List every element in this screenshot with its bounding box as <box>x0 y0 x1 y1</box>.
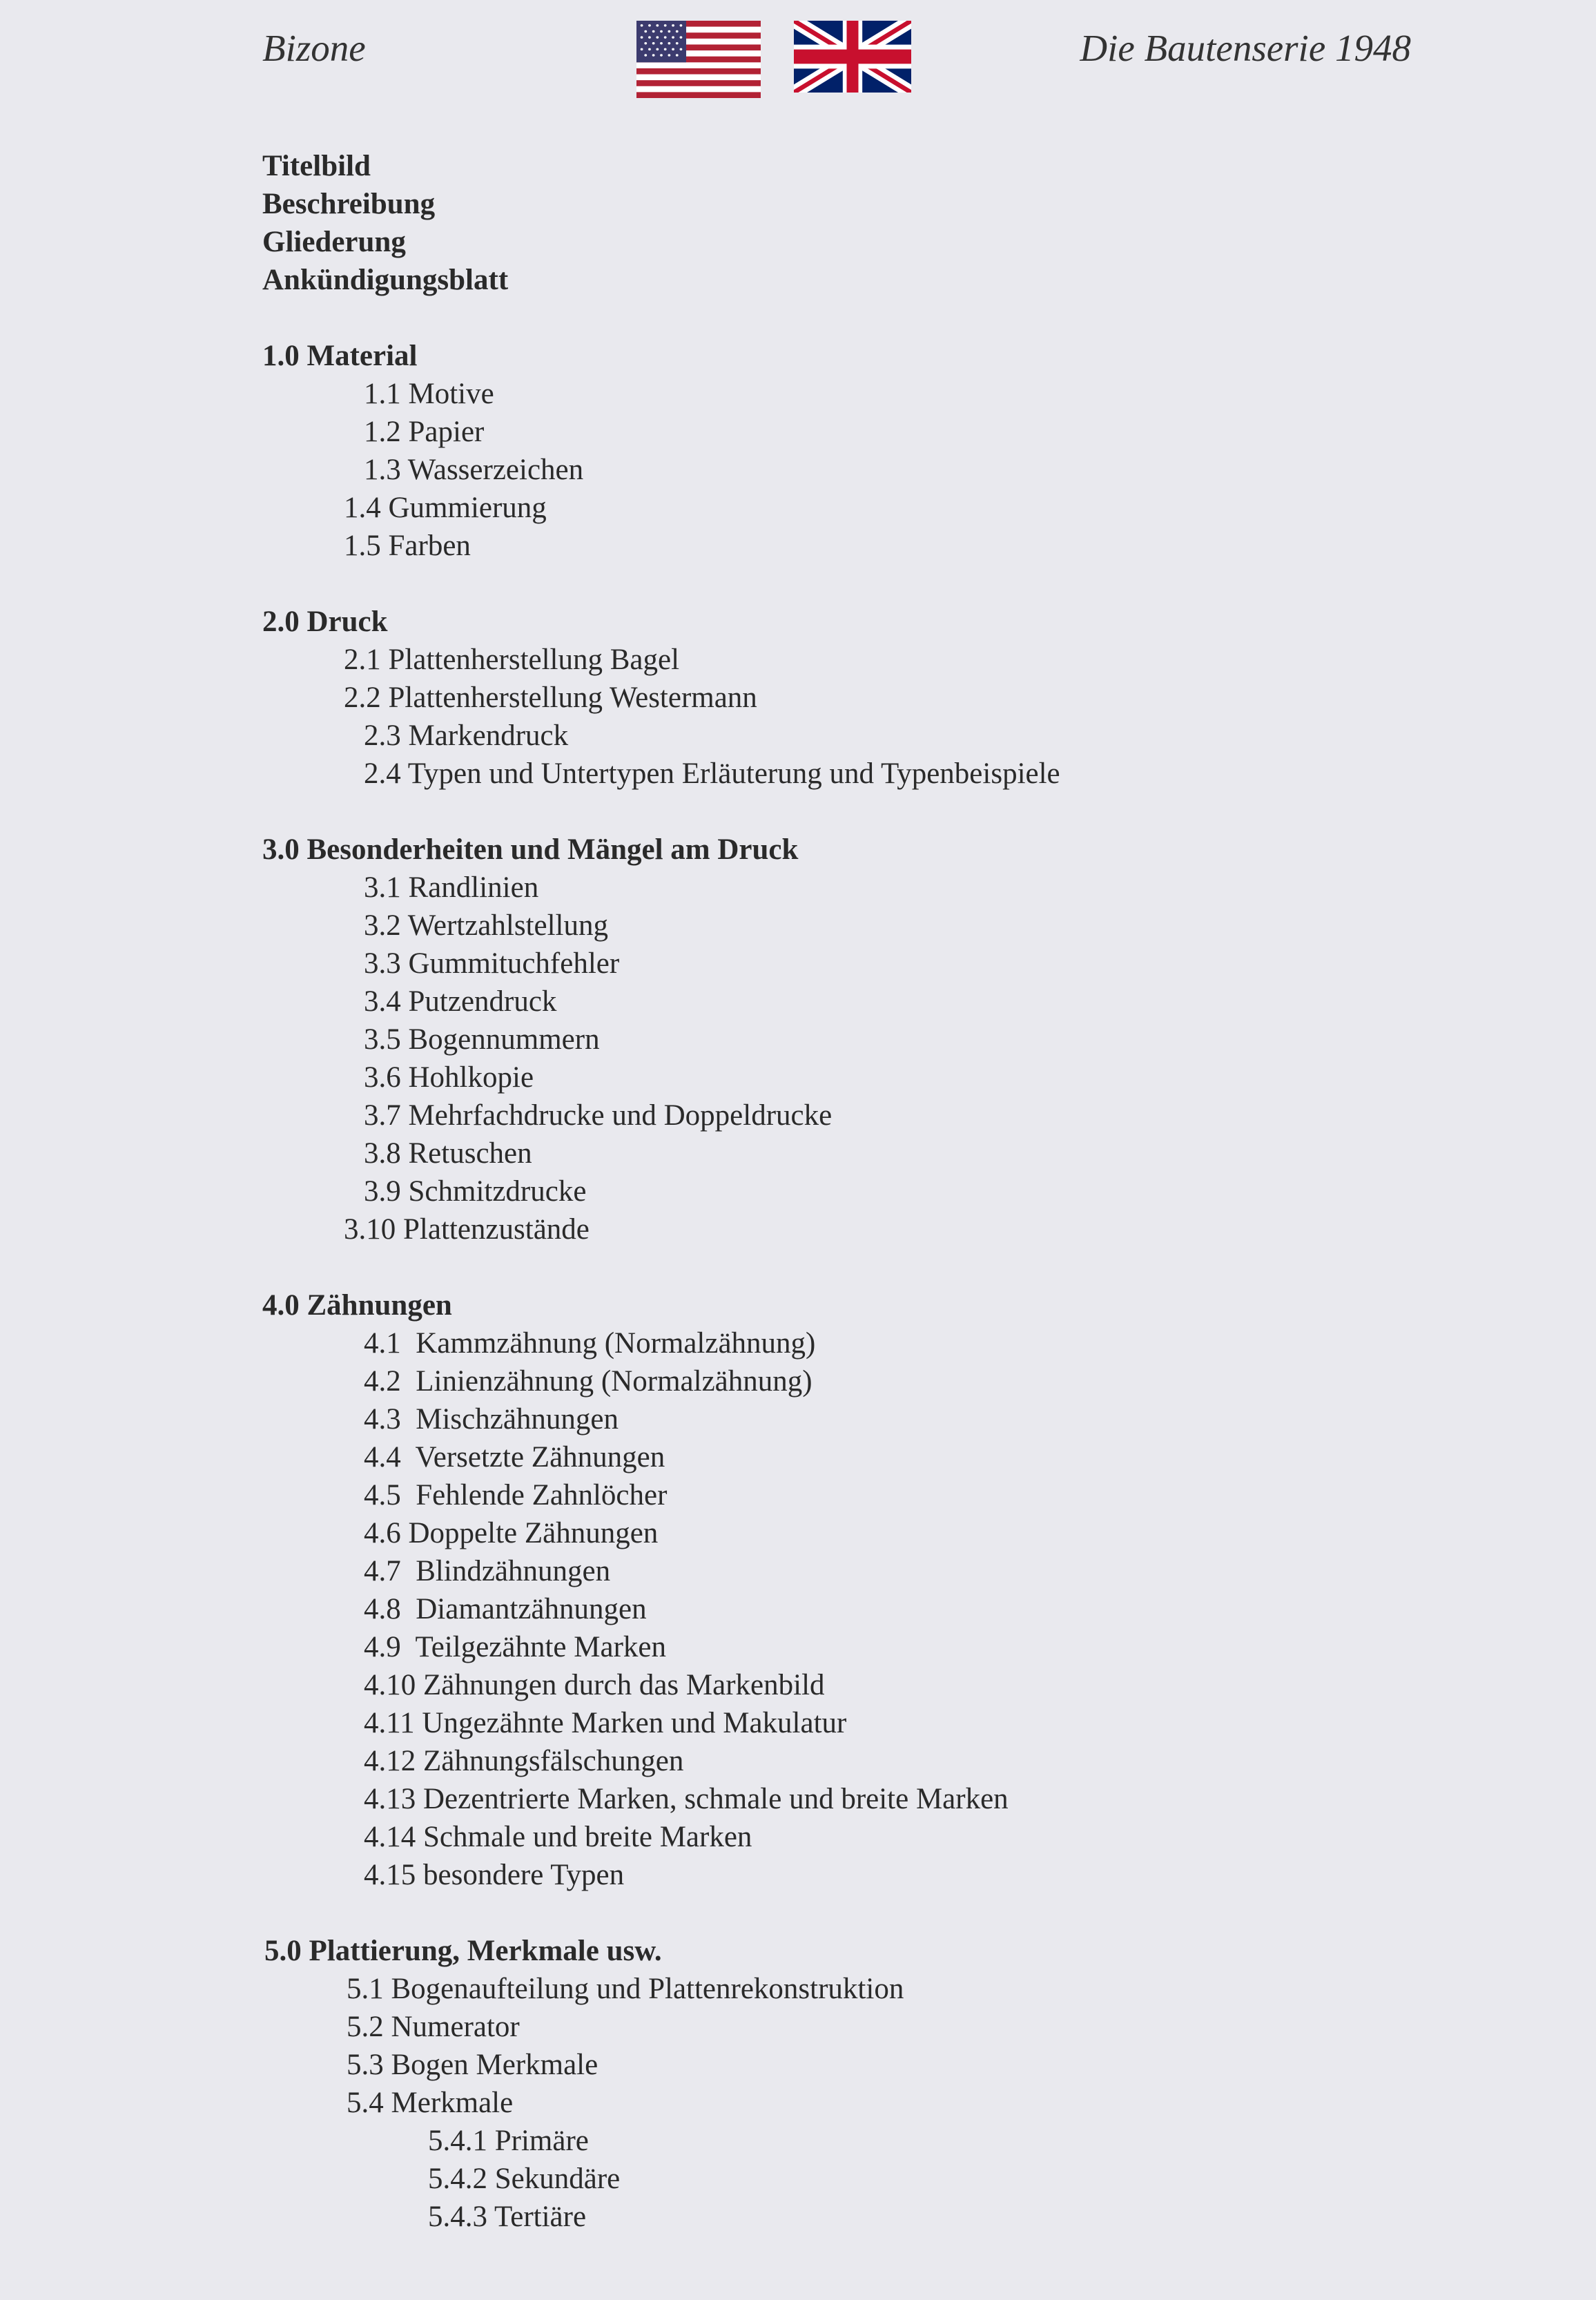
toc-subitem: 5.4.1 Primäre <box>428 2125 589 2157</box>
toc-item: 4.13 Dezentrierte Marken, schmale und breite Marken <box>364 1783 1009 1815</box>
toc-item: 4.4 Versetzte Zähnungen <box>364 1441 665 1473</box>
header-right: Die Bautenserie 1948 <box>1080 27 1411 69</box>
toc-subitem: 5.4.3 Tertiäre <box>428 2201 587 2233</box>
toc-item: 4.8 Diamantzähnungen <box>364 1593 647 1625</box>
toc-item: 3.5 Bogennummern <box>364 1023 600 1056</box>
header-left: Bizone <box>262 27 366 69</box>
toc-item: 4.1 Kammzähnung (Normalzähnung) <box>364 1327 816 1360</box>
section-heading: 4.0 Zähnungen <box>262 1289 452 1322</box>
toc-item: 3.1 Randlinien <box>364 871 539 904</box>
toc-item: 5.3 Bogen Merkmale <box>347 2049 598 2081</box>
intro-item: Gliederung <box>262 226 406 258</box>
toc-subitem: 5.4.2 Sekundäre <box>428 2163 621 2195</box>
toc-item: 3.8 Retuschen <box>364 1137 532 1170</box>
toc-item: 3.9 Schmitzdrucke <box>364 1175 587 1208</box>
toc-item: 1.5 Farben <box>344 530 471 562</box>
intro-item: Titelbild <box>262 150 371 182</box>
toc-item: 4.2 Linienzähnung (Normalzähnung) <box>364 1365 812 1398</box>
section-heading: 2.0 Druck <box>262 606 388 638</box>
toc-item: 4.7 Blindzähnungen <box>364 1555 611 1587</box>
toc-item: 3.3 Gummituchfehler <box>364 947 620 980</box>
section-heading: 5.0 Plattierung, Merkmale usw. <box>264 1935 662 1967</box>
toc-item: 4.15 besondere Typen <box>364 1859 625 1891</box>
toc-item: 4.10 Zähnungen durch das Markenbild <box>364 1669 825 1701</box>
toc-item: 2.3 Markendruck <box>364 719 569 752</box>
intro-item: Ankündigungsblatt <box>262 264 509 296</box>
toc-item: 1.2 Papier <box>364 416 485 448</box>
toc-item: 5.1 Bogenaufteilung und Plattenrekonstruktion <box>347 1973 904 2005</box>
toc-item: 2.4 Typen und Untertypen Erläuterung und Typenbeispiele <box>364 757 1060 790</box>
usa-flag-icon <box>636 21 761 98</box>
section-heading: 3.0 Besonderheiten und Mängel am Druck <box>262 833 799 866</box>
toc-item: 1.4 Gummierung <box>344 492 547 524</box>
toc-item: 4.14 Schmale und breite Marken <box>364 1821 752 1853</box>
toc-item: 2.2 Plattenherstellung Westermann <box>344 682 757 714</box>
toc-item: 3.2 Wertzahlstellung <box>364 909 608 942</box>
toc-item: 3.10 Plattenzustände <box>344 1213 590 1246</box>
toc-item: 3.7 Mehrfachdrucke und Doppeldrucke <box>364 1099 833 1132</box>
toc-item: 3.4 Putzendruck <box>364 985 557 1018</box>
toc-item: 5.2 Numerator <box>347 2011 520 2043</box>
toc-item: 4.3 Mischzähnungen <box>364 1403 619 1436</box>
toc-item: 4.9 Teilgezähnte Marken <box>364 1631 666 1663</box>
toc-item: 2.1 Plattenherstellung Bagel <box>344 644 680 676</box>
toc-item: 4.6 Doppelte Zähnungen <box>364 1517 659 1549</box>
toc-item: 4.12 Zähnungsfälschungen <box>364 1745 684 1777</box>
toc-item: 1.1 Motive <box>364 378 494 410</box>
table-of-contents <box>262 147 1060 2236</box>
toc-item: 5.4 Merkmale <box>347 2087 514 2119</box>
toc-item: 3.6 Hohlkopie <box>364 1061 534 1094</box>
toc-item: 4.11 Ungezähnte Marken und Makulatur <box>364 1707 847 1739</box>
toc-item: 4.5 Fehlende Zahnlöcher <box>364 1479 668 1511</box>
intro-item: Beschreibung <box>262 188 436 220</box>
uk-flag-icon <box>794 21 911 93</box>
toc-item: 1.3 Wasserzeichen <box>364 454 584 486</box>
section-heading: 1.0 Material <box>262 340 418 372</box>
